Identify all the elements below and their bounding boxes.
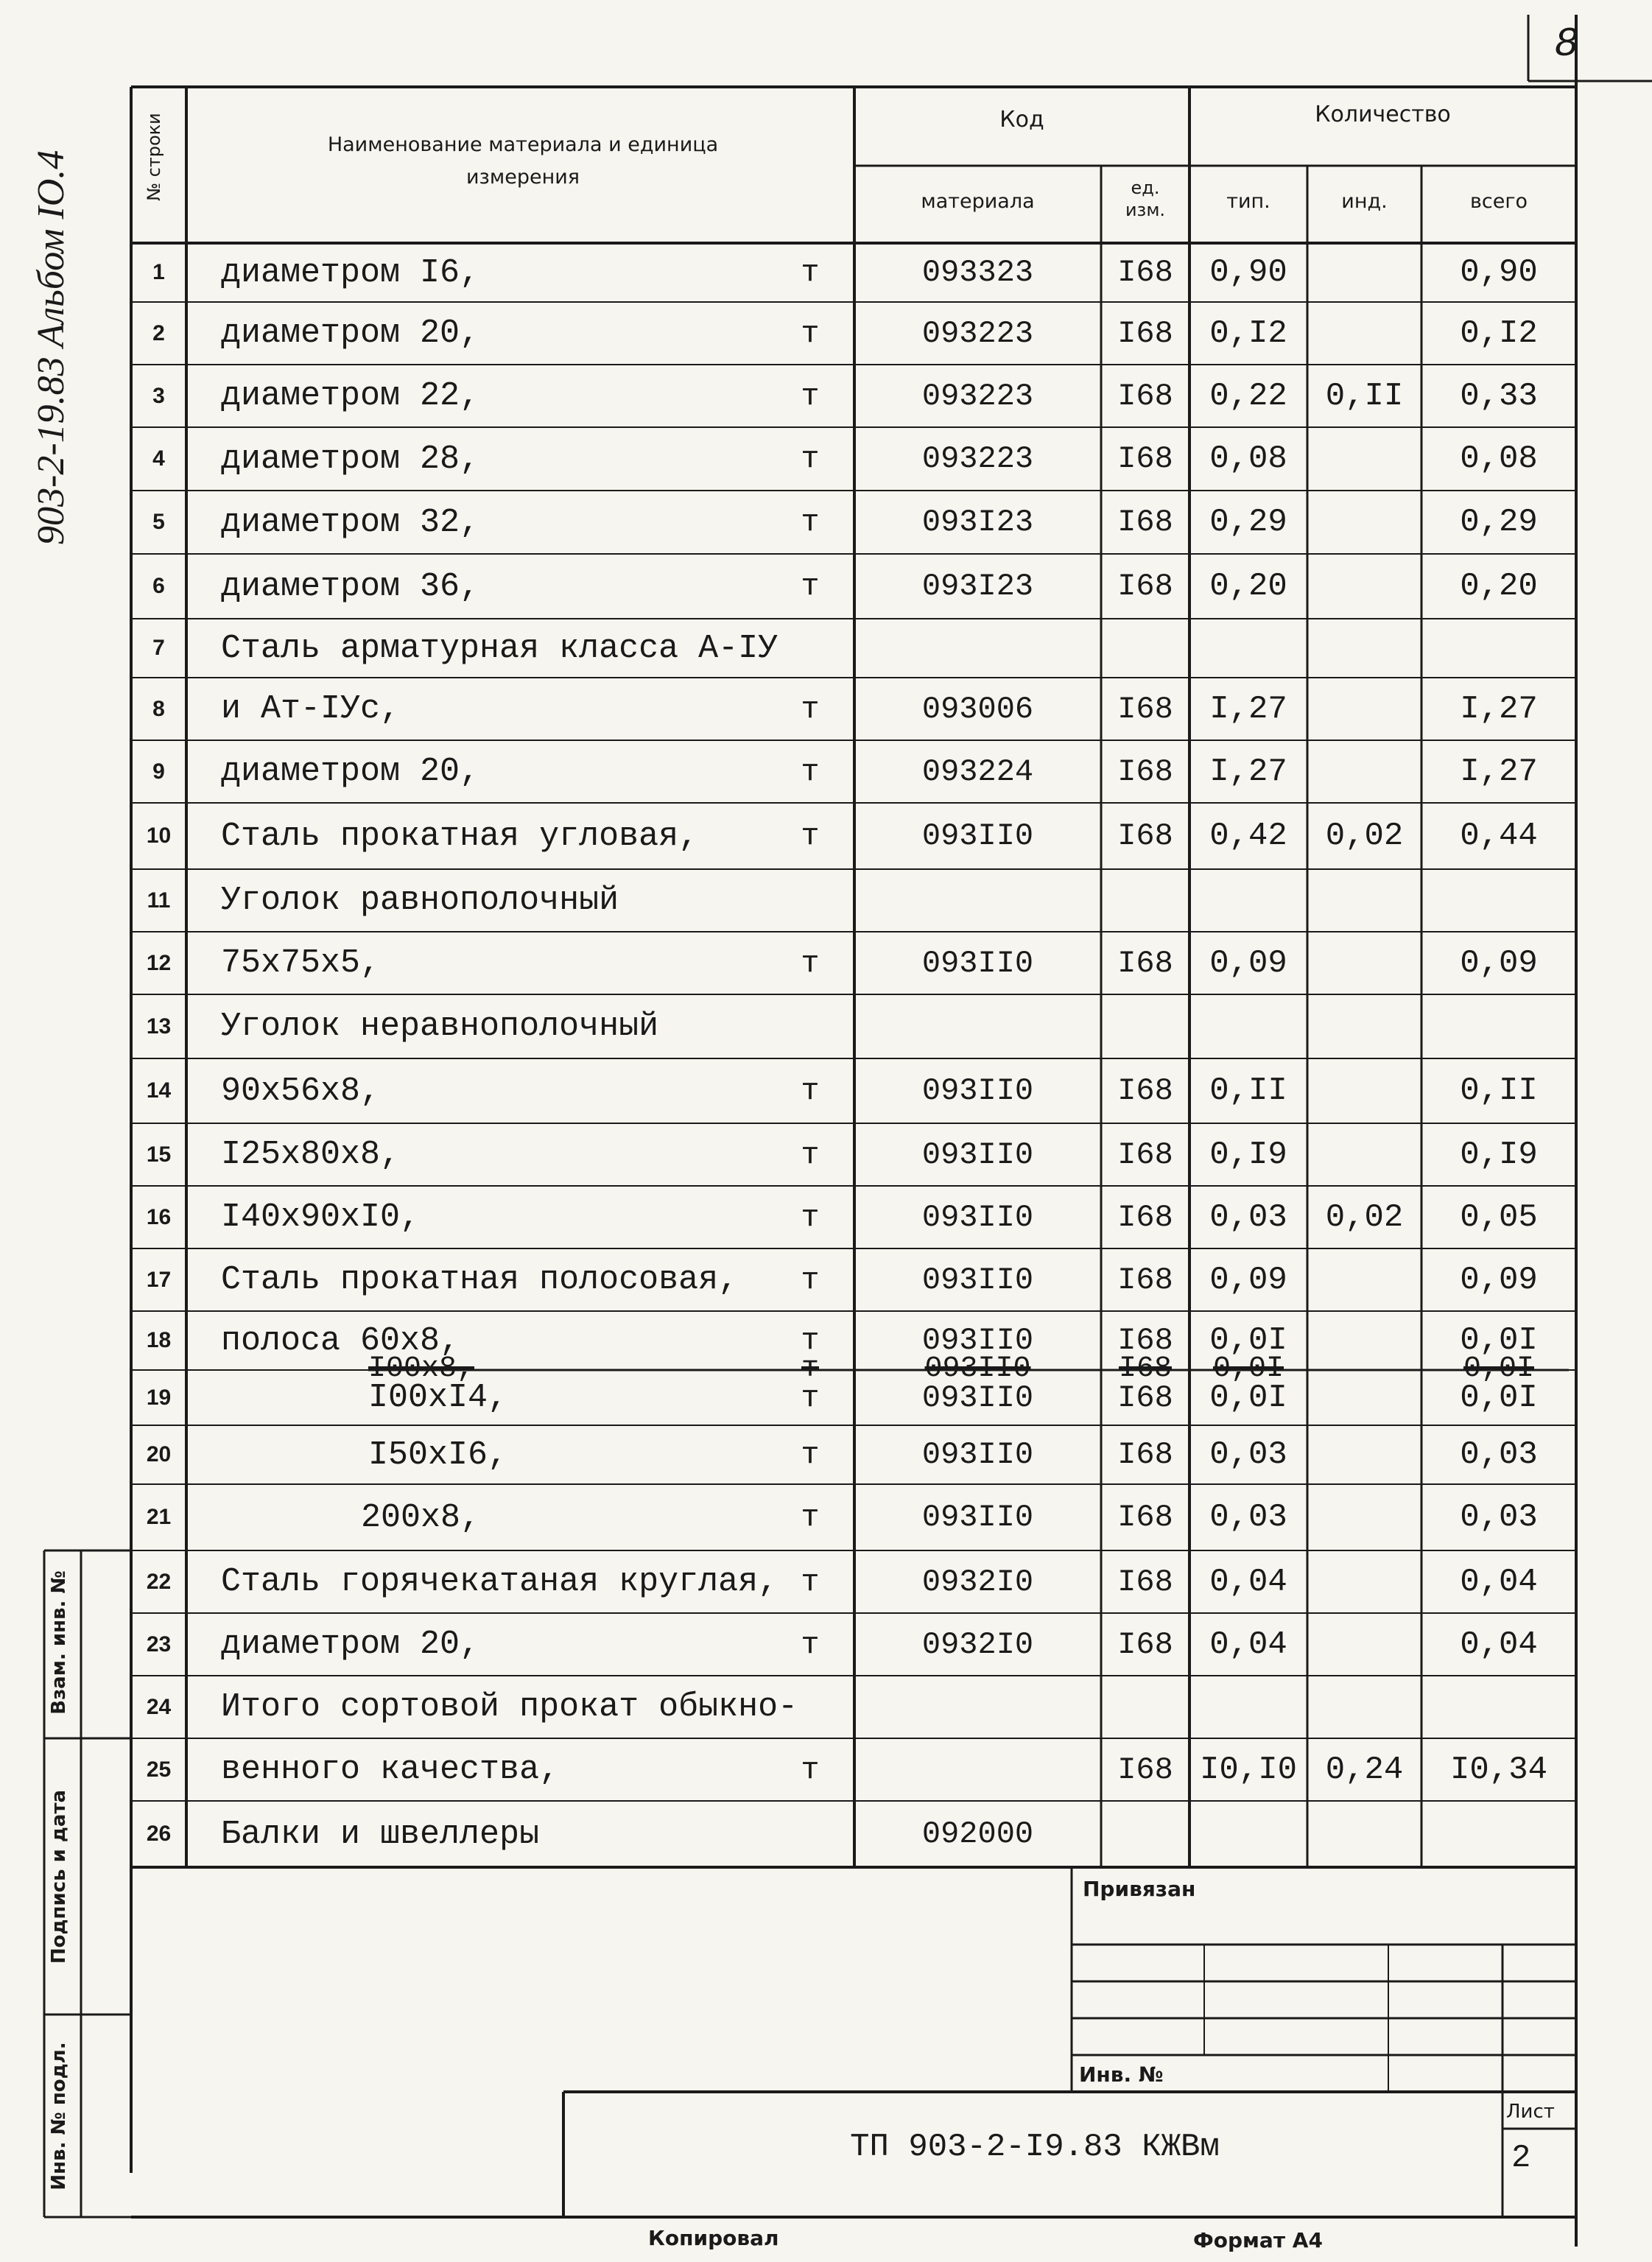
cell-ind (1307, 1058, 1421, 1123)
cell-ind (1307, 869, 1421, 932)
header-code: Код (999, 107, 1044, 133)
cell-total: 0,90 (1460, 254, 1538, 291)
cell-unit (781, 994, 840, 1058)
cell-code: 093006 (921, 691, 1034, 727)
cell-unit: т (801, 1199, 820, 1235)
cell-ind (1307, 932, 1421, 994)
cell-typ: 0,08 (1209, 440, 1287, 477)
cell-typ: 0,20 (1209, 568, 1287, 605)
cell-no: 15 (146, 1142, 172, 1167)
cell-total: I,27 (1460, 753, 1538, 790)
cell-unit: т (801, 818, 820, 854)
cell-code: 0932I0 (921, 1564, 1034, 1600)
cell-typ (1189, 994, 1307, 1058)
cell-ind (1307, 1248, 1421, 1311)
cell-unit-code: I68 (1117, 1323, 1173, 1358)
cell-code: 093II0 (921, 1500, 1034, 1535)
struck-cell-code: 093II0 (924, 1352, 1031, 1385)
cell-code: 093I23 (921, 505, 1034, 540)
sheet-label: Лист (1506, 2101, 1555, 2123)
cell-ind (1307, 740, 1421, 803)
cell-typ: 0,90 (1209, 254, 1287, 291)
cell-total (1421, 1801, 1576, 1867)
cell-no: 3 (152, 383, 165, 408)
cell-total: 0,04 (1460, 1626, 1538, 1663)
cell-ind: 0,02 (1325, 818, 1404, 854)
cell-name: I00xI4, (368, 1379, 508, 1416)
cell-total: 0,09 (1460, 944, 1538, 982)
cell-name: диаметром 36, (221, 567, 480, 605)
cell-name: диаметром 20, (221, 1626, 480, 1663)
cell-typ: 0,22 (1209, 377, 1287, 415)
cell-total: 0,33 (1460, 377, 1538, 415)
sheet-number: 2 (1511, 2140, 1531, 2177)
cell-typ: 0,09 (1209, 1261, 1287, 1299)
cell-name: диаметром 32, (221, 503, 480, 541)
cell-unit-code: I68 (1117, 569, 1173, 604)
cell-code: 093II0 (921, 1199, 1034, 1235)
cell-total: 0,04 (1460, 1563, 1538, 1601)
cell-unit: т (801, 1262, 820, 1298)
side-label-signature-date: Подпись и дата (48, 1789, 70, 1964)
cell-name: диаметром 28, (221, 440, 480, 478)
cell-total (1421, 994, 1576, 1058)
cell-total (1421, 619, 1576, 678)
cell-code: 093II0 (921, 945, 1034, 981)
cell-no: 26 (146, 1822, 172, 1846)
bound-label: Привязан (1083, 1877, 1196, 1901)
cell-no: 10 (146, 823, 172, 848)
cell-code: 093I23 (921, 569, 1034, 604)
cell-name: 200x8, (361, 1498, 481, 1536)
struck-cell-typ: 0,0I (1212, 1352, 1284, 1385)
cell-unit-code: I68 (1117, 945, 1173, 981)
cell-no: 4 (152, 446, 165, 471)
cell-no: 9 (152, 759, 165, 784)
cell-typ: I,27 (1209, 690, 1287, 728)
header-typ: тип. (1226, 190, 1270, 213)
cell-unit: т (801, 1137, 820, 1173)
cell-ind (1307, 1801, 1421, 1867)
cell-typ: 0,04 (1209, 1626, 1287, 1663)
cell-no: 1 (152, 260, 165, 284)
cell-code: 0932I0 (921, 1626, 1034, 1662)
cell-unit-code: I68 (1117, 378, 1173, 414)
cell-ind: 0,II (1325, 377, 1404, 415)
cell-typ: 0,09 (1209, 944, 1287, 982)
document-designation: ТП 903-2-I9.83 КЖВм (850, 2129, 1220, 2166)
cell-code: 093II0 (921, 1137, 1034, 1173)
cell-typ (1189, 619, 1307, 678)
cell-name: 75x75x5, (221, 944, 381, 982)
cell-ind (1307, 994, 1421, 1058)
cell-code: 093II0 (921, 1262, 1034, 1298)
cell-no: 2 (152, 320, 165, 345)
cell-ind (1307, 1311, 1421, 1370)
cell-code: 093II0 (921, 1380, 1034, 1416)
cell-total: I0,34 (1449, 1751, 1548, 1788)
cell-no: 13 (146, 1014, 172, 1039)
cell-name: I50xI6, (368, 1436, 508, 1474)
cell-ind: 0,02 (1325, 1198, 1404, 1236)
cell-no: 16 (146, 1204, 172, 1229)
cell-unit-code: I68 (1117, 1437, 1173, 1472)
cell-total: 0,05 (1460, 1198, 1538, 1236)
page-number: 8 (1554, 21, 1579, 68)
cell-ind (1307, 678, 1421, 740)
cell-name: Сталь прокатная угловая, (221, 817, 699, 855)
cell-unit: т (801, 378, 820, 414)
cell-code: 093223 (921, 441, 1034, 477)
cell-unit: т (801, 754, 820, 790)
cell-unit: т (801, 505, 820, 540)
cell-no: 5 (152, 510, 165, 534)
cell-ind (1307, 1550, 1421, 1613)
cell-ind (1307, 427, 1421, 491)
cell-code: 093II0 (921, 1323, 1034, 1358)
cell-no: 18 (146, 1328, 172, 1352)
cell-code: 093223 (921, 315, 1034, 351)
footer-copied: Копировал (648, 2226, 779, 2250)
cell-total: 0,I2 (1460, 315, 1538, 352)
cell-unit (781, 619, 840, 678)
cell-total: 0,II (1460, 1072, 1538, 1109)
cell-typ: 0,0I (1209, 1322, 1287, 1359)
cell-no: 8 (152, 696, 165, 721)
cell-unit-code (1101, 1676, 1189, 1738)
cell-total: 0,20 (1460, 568, 1538, 605)
cell-unit-code: I68 (1117, 1380, 1173, 1416)
cell-total: 0,I9 (1460, 1136, 1538, 1173)
cell-typ: 0,03 (1209, 1198, 1287, 1236)
cell-unit-code: I68 (1117, 1500, 1173, 1535)
side-label-inv-orig: Инв. № подл. (48, 2042, 70, 2191)
cell-ind (1307, 1370, 1421, 1425)
cell-typ: 0,42 (1209, 818, 1287, 854)
cell-total (1421, 1676, 1576, 1738)
cell-typ (1189, 1801, 1307, 1867)
cell-unit: т (801, 1073, 820, 1109)
cell-name: диаметром 20, (221, 753, 480, 790)
cell-typ (1189, 869, 1307, 932)
cell-no: 21 (146, 1505, 172, 1529)
cell-unit: т (801, 1380, 820, 1416)
cell-name: Балки и швеллеры (221, 1815, 540, 1853)
cell-ind (1307, 302, 1421, 365)
cell-name: полоса 60x8, (221, 1321, 460, 1360)
cell-no: 12 (146, 950, 172, 975)
cell-code (854, 619, 1101, 678)
cell-ind: 0,24 (1325, 1751, 1404, 1788)
album-label: 903-2-19.83 Альбом IO.4 (30, 150, 72, 545)
cell-code: 093323 (921, 255, 1034, 290)
cell-name: 90x56x8, (221, 1072, 381, 1110)
cell-name: I40x90xI0, (221, 1198, 421, 1236)
cell-typ: 0,II (1209, 1072, 1287, 1109)
cell-typ: 0,04 (1209, 1563, 1287, 1601)
cell-name: Итого сортовой прокат обыкно- (221, 1688, 798, 1726)
cell-code: 093223 (921, 378, 1034, 414)
cell-ind (1307, 1613, 1421, 1676)
cell-no: 6 (152, 574, 165, 598)
header-unit: ед. изм. (1125, 178, 1166, 220)
cell-code (854, 1738, 1101, 1801)
cell-no: 25 (146, 1757, 172, 1782)
struck-cell-name: I00x8, (368, 1352, 475, 1385)
cell-unit-code: I68 (1117, 441, 1173, 477)
cell-ind (1307, 1425, 1421, 1484)
header-row-no: № строки (144, 113, 164, 201)
cell-total: 0,03 (1460, 1436, 1538, 1473)
cell-typ: 0,I9 (1209, 1136, 1287, 1173)
side-label-vzam-inv: Взам. инв. № (48, 1570, 70, 1715)
cell-total: 0,29 (1460, 504, 1538, 541)
footer-format: Формат А4 (1193, 2228, 1323, 2252)
cell-typ: 0,I2 (1209, 315, 1287, 352)
header-ind: инд. (1341, 190, 1388, 213)
cell-total: 0,08 (1460, 440, 1538, 477)
cell-name: Сталь горячекатаная круглая, (221, 1563, 778, 1601)
cell-unit-code: I68 (1117, 818, 1173, 854)
cell-unit: т (801, 315, 820, 351)
cell-no: 23 (146, 1631, 172, 1657)
cell-total: I,27 (1460, 690, 1538, 728)
cell-unit: т (801, 945, 820, 981)
header-material: материала (921, 190, 1035, 213)
cell-typ: 0,03 (1209, 1436, 1287, 1473)
cell-unit-code: I68 (1117, 1073, 1173, 1109)
cell-unit: т (801, 1437, 820, 1472)
cell-name: Сталь прокатная полосовая, (221, 1261, 739, 1299)
cell-name: венного качества, (221, 1751, 560, 1788)
cell-name: Сталь арматурная класса А-IУ (221, 629, 778, 667)
cell-ind (1307, 1123, 1421, 1186)
cell-unit (781, 869, 840, 932)
cell-total: 0,0I (1460, 1379, 1538, 1416)
cell-unit: т (801, 255, 820, 290)
cell-no: 14 (146, 1078, 172, 1103)
cell-code (854, 1676, 1101, 1738)
cell-code: 093II0 (921, 1073, 1034, 1109)
cell-code (854, 869, 1101, 932)
cell-typ (1189, 1676, 1307, 1738)
cell-typ: I0,I0 (1199, 1751, 1298, 1788)
cell-unit-code: I68 (1117, 691, 1173, 727)
cell-no: 24 (146, 1694, 172, 1719)
cell-name: I25x80x8, (221, 1136, 401, 1173)
struck-cell-unit: т (801, 1352, 819, 1385)
cell-code: 093II0 (921, 818, 1034, 854)
cell-no: 20 (146, 1442, 172, 1467)
cell-total: 0,0I (1460, 1322, 1538, 1359)
cell-total (1421, 869, 1576, 932)
cell-name: диаметром I6, (221, 253, 480, 292)
cell-unit: т (801, 441, 820, 477)
cell-unit: т (801, 569, 820, 604)
cell-code: 093II0 (921, 1437, 1034, 1472)
cell-unit-code: I68 (1117, 315, 1173, 351)
cell-typ: 0,29 (1209, 504, 1287, 541)
cell-unit-code (1101, 869, 1189, 932)
cell-ind (1307, 243, 1421, 302)
struck-cell-unit-code: I68 (1118, 1352, 1172, 1385)
cell-no: 17 (146, 1267, 172, 1292)
cell-ind (1307, 1676, 1421, 1738)
cell-total: 0,44 (1460, 818, 1538, 854)
cell-unit-code: I68 (1117, 505, 1173, 540)
cell-unit-code: I68 (1117, 1564, 1173, 1600)
cell-name: Уголок неравнополочный (221, 1008, 659, 1045)
cell-typ: 0,0I (1209, 1379, 1287, 1416)
cell-ind (1307, 619, 1421, 678)
cell-no: 11 (147, 888, 171, 913)
cell-typ: I,27 (1209, 753, 1287, 790)
cell-name: диаметром 22, (221, 377, 480, 415)
cell-no: 22 (146, 1569, 172, 1594)
cell-unit (781, 1801, 840, 1867)
cell-unit-code: I68 (1117, 754, 1173, 790)
cell-ind (1307, 1484, 1421, 1550)
cell-unit: т (801, 1500, 820, 1535)
cell-code (854, 994, 1101, 1058)
cell-no: 19 (146, 1385, 172, 1410)
cell-total: 0,03 (1460, 1499, 1538, 1536)
cell-unit-code: I68 (1117, 1626, 1173, 1662)
cell-unit-code: I68 (1117, 255, 1173, 290)
cell-unit-code: I68 (1117, 1752, 1173, 1788)
cell-name: Уголок равнополочный (221, 882, 619, 919)
inv-label: Инв. № (1079, 2062, 1164, 2087)
header-total: всего (1469, 190, 1528, 213)
cell-unit-code (1101, 1801, 1189, 1867)
cell-unit: т (801, 1564, 820, 1600)
cell-unit-code (1101, 619, 1189, 678)
cell-typ: 0,03 (1209, 1499, 1287, 1536)
cell-no: 7 (152, 636, 165, 660)
cell-unit-code: I68 (1117, 1137, 1173, 1173)
header-quantity: Количество (1315, 102, 1451, 127)
cell-unit: т (801, 1752, 820, 1788)
cell-ind (1307, 554, 1421, 619)
cell-unit: т (801, 1323, 820, 1358)
cell-unit-code (1101, 994, 1189, 1058)
struck-cell-total: 0,0I (1463, 1352, 1534, 1385)
cell-name: диаметром 20, (221, 315, 480, 352)
cell-code: 093224 (921, 754, 1034, 790)
cell-unit: т (801, 1626, 820, 1662)
cell-total: 0,09 (1460, 1261, 1538, 1299)
cell-code: 092000 (921, 1816, 1034, 1852)
header-name: Наименование материала и единица измерения (327, 133, 719, 189)
cell-unit: т (801, 691, 820, 727)
cell-unit-code: I68 (1117, 1199, 1173, 1235)
cell-ind (1307, 491, 1421, 554)
cell-unit-code: I68 (1117, 1262, 1173, 1298)
cell-unit (781, 1676, 840, 1738)
cell-name: и Ат-IУс, (221, 690, 401, 728)
